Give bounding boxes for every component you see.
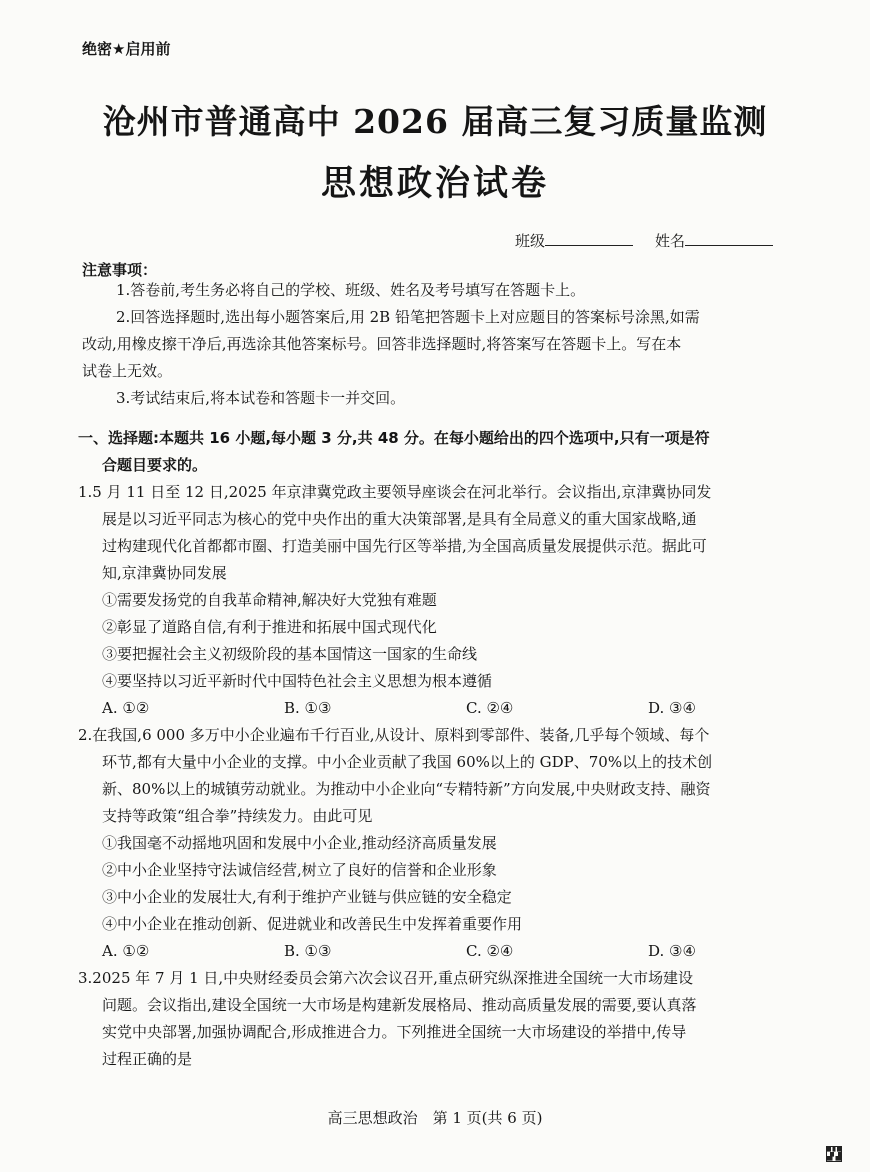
q3-stem-3: 实党中央部署,加强协调配合,形成推进合力。下列推进全国统一大市场建设的举措中,传导: [102, 1023, 687, 1041]
q2-stem-3: 新、80%以上的城镇劳动就业。为推动中小企业向“专精特新”方向发展,中央财政支持、融资: [102, 780, 711, 798]
q2-stem-2: 环节,都有大量中小企业的支撑。中小企业贡献了我国 60%以上的 GDP、70%以上的技术创: [102, 753, 713, 771]
q1-stem-3: 过构建现代化首都都市圈、打造美丽中国先行区等举措,为全国高质量发展提供示范。据此可: [102, 537, 707, 555]
page-footer: 高三思想政治 第 1 页(共 6 页): [327, 1109, 543, 1127]
q2-stem-4: 支持等政策“组合拳”持续发力。由此可见: [102, 807, 373, 825]
questions: [78, 425, 802, 1073]
q1-option-d: D. ③④: [648, 699, 696, 717]
q2-option-c: C. ②④: [466, 942, 514, 960]
q1-statement-1: ①需要发扬党的自我革命精神,解决好大党独有难题: [102, 591, 437, 609]
note-1: 1.答卷前,考生务必将自己的学校、班级、姓名及考号填写在答题卡上。: [116, 281, 586, 299]
notes-body: [82, 277, 802, 412]
q3-stem-4: 过程正确的是: [102, 1050, 193, 1068]
q2-option-b: B. ①③: [284, 942, 332, 960]
q1-option-a: A. ①②: [102, 699, 150, 717]
q1-option-c: C. ②④: [466, 699, 514, 717]
note-2-cont: 改动,用橡皮擦干净后,再选涂其他答案标号。回答非选择题时,将答案写在答题卡上。写在本: [82, 335, 682, 353]
note-3: 3.考试结束后,将本试卷和答题卡一并交回。: [116, 389, 406, 407]
q1-statement-4: ④要坚持以习近平新时代中国特色社会主义思想为根本遵循: [102, 672, 493, 690]
section-heading-cont: 合题目要求的。: [102, 456, 208, 474]
q2-stem-1: 2.在我国,6 000 多万中小企业遍布千行百业,从设计、原料到零部件、装备,几乎每个领域、每个: [78, 726, 710, 744]
class-label: 班级: [515, 232, 546, 250]
confidential-mark: 绝密★启用前: [82, 40, 171, 58]
exam-subtitle: 思想政治试卷: [320, 163, 549, 204]
q1-statement-2: ②彰显了道路自信,有利于推进和拓展中国式现代化: [102, 618, 437, 636]
qr-code-icon: [826, 1146, 842, 1162]
note-2: 2.回答选择题时,选出每小题答案后,用 2B 铅笔把答题卡上对应题目的答案标号涂黑,如需: [116, 308, 700, 326]
name-label: 姓名: [655, 232, 686, 250]
q2-statement-2: ②中小企业坚持守法诚信经营,树立了良好的信誉和企业形象: [102, 861, 497, 879]
q3-stem-2: 问题。会议指出,建设全国统一大市场是构建新发展格局、推动高质量发展的需要,要认真落: [102, 996, 697, 1014]
q2-statement-1: ①我国毫不动摇地巩固和发展中小企业,推动经济高质量发展: [102, 834, 497, 852]
name-blank: [685, 231, 773, 246]
class-field: [515, 230, 633, 251]
class-blank: [545, 231, 633, 246]
exam-title: 沧州市普通高中 2026 届高三复习质量监测: [102, 102, 768, 141]
q2-options: [82, 938, 802, 965]
note-2-end: 试卷上无效。: [82, 362, 173, 380]
q2-option-a: A. ①②: [102, 942, 150, 960]
q1-option-b: B. ①③: [284, 699, 332, 717]
notes-heading: 注意事项：: [82, 261, 158, 279]
q2-option-d: D. ③④: [648, 942, 696, 960]
q1-statement-3: ③要把握社会主义初级阶段的基本国情这一国家的生命线: [102, 645, 478, 663]
q1-stem-4: 知,京津冀协同发展: [102, 564, 227, 582]
q1-options: [82, 695, 802, 722]
q3-stem-1: 3.2025 年 7 月 1 日,中央财经委员会第六次会议召开,重点研究纵深推进全国统一大市场建设: [78, 969, 693, 987]
q1-stem-2: 展是以习近平同志为核心的党中央作出的重大决策部署,是具有全局意义的重大国家战略,通: [102, 510, 697, 528]
section-heading: 一、选择题:本题共 16 小题,每小题 3 分,共 48 分。在每小题给出的四个选项中,只有一项是符: [78, 429, 710, 447]
q2-statement-3: ③中小企业的发展壮大,有利于维护产业链与供应链的安全稳定: [102, 888, 512, 906]
q2-statement-4: ④中小企业在推动创新、促进就业和改善民生中发挥着重要作用: [102, 915, 523, 933]
q1-stem-1: 1.5 月 11 日至 12 日,2025 年京津冀党政主要领导座谈会在河北举行。会议指出,京津冀协同发: [78, 483, 712, 501]
name-field: [655, 230, 773, 251]
